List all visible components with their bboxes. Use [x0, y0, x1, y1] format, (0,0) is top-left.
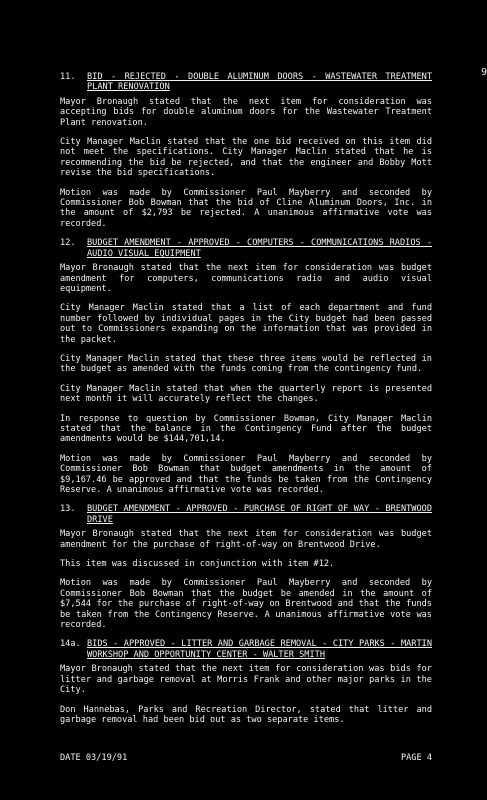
- section-12: [60, 238, 432, 495]
- section-number: 11.: [60, 72, 76, 82]
- section-number: 14a.: [60, 639, 81, 650]
- paragraph: Motion was made by Commissioner Paul Mayberry and seconded by Commissioner Bob Bowman that budget amendments in the amount of $9,167.46 be approved and that the funds be taken from the Contingency Reserve. A unanimous affirmative vote was recorded.: [60, 453, 432, 495]
- section-title: BID - REJECTED - DOUBLE ALUMINUM DOORS - WASTEWATER TREATMENT PLANT RENOVATION: [87, 72, 432, 93]
- minutes-page: [60, 72, 432, 734]
- paragraph: Motion was made by Commissioner Paul Mayberry and seconded by Commissioner Bob Bowman that the budget be amended in the amount of $7,544 for the purchase of right-of-way on Brentwood and that the funds be taken from the Contingency Reserve. A unanimous affirmative vote was recorded.: [60, 578, 432, 631]
- section-heading: [60, 72, 432, 93]
- paragraph: City Manager Maclin stated that when the quarterly report is presented next month it will accurately reflect the changes.: [60, 383, 432, 405]
- section-title: BUDGET AMENDMENT - APPROVED - COMPUTERS - COMMUNICATIONS RADIOS - AUDIO VISUAL EQUIPMENT: [87, 238, 432, 259]
- section-title: BUDGET AMENDMENT - APPROVED - PURCHASE OF RIGHT OF WAY - BRENTWOOD DRIVE: [87, 504, 432, 525]
- footer-page-number: PAGE 4: [400, 753, 432, 763]
- paragraph: Don Hannebas, Parks and Recreation Director, stated that litter and garbage removal had been bid out as two separate items.: [60, 704, 432, 725]
- paragraph: City Manager Maclin stated that these three items would be reflected in the budget as amended with the funds coming from the contingency fund.: [60, 353, 432, 375]
- section-title: BIDS - APPROVED - LITTER AND GARBAGE REMOVAL - CITY PARKS - MARTIN WORKSHOP AND OPPORTUNITY CENTER - WALTER SMITH: [87, 639, 432, 660]
- paragraph: Mayor Bronaugh stated that the next item for consideration was budget amendment for the purchase of right-of-way on Brentwood Drive.: [60, 529, 432, 550]
- paragraph: Mayor Bronaugh stated that the next item for consideration was accepting bids for double aluminum doors for the Wastewater Treatment Plant renovation.: [60, 96, 432, 128]
- paragraph: City Manager Maclin stated that the one bid received on this item did not meet the specifications. City Manager Maclin stated that he is recommending the bid be rejected, and that the engineer and Bobby Mott revise the bid specifications.: [60, 137, 432, 179]
- section-14a: [60, 639, 432, 725]
- section-number: 13.: [60, 504, 76, 515]
- section-heading: [60, 504, 432, 525]
- paragraph: Motion was made by Commissioner Paul Mayberry and seconded by Commissioner Bob Bowman that the bid of Cline Aluminum Doors, Inc. in the amount of $2,793 be rejected. A unanimous affirmative vote was recorded.: [60, 187, 432, 229]
- paragraph: This item was discussed in conjunction with item #12.: [60, 559, 335, 570]
- section-heading: [60, 238, 432, 259]
- footer-date: DATE 03/19/91: [60, 753, 128, 763]
- paragraph: City Manager Maclin stated that a list of each department and fund number followed by individual pages in the City budget had been passed out to Commissioners expanding on the information that was provided in the packet.: [60, 303, 432, 345]
- section-11: [60, 72, 432, 229]
- paragraph: In response to question by Commissioner Bowman, City Manager Maclin stated that the balance in the Contingency Fund after the budget amendments would be $144,701,14.: [60, 413, 432, 445]
- page-edge-mark: 9: [480, 67, 487, 78]
- section-number: 12.: [60, 238, 76, 249]
- section-13: [60, 504, 432, 630]
- section-heading: [60, 639, 432, 660]
- paragraph: Mayor Bronaugh stated that the next item for consideration was bids for litter and garbage removal at Morris Frank and other major parks in the City.: [60, 664, 432, 696]
- paragraph: Mayor Bronaugh stated that the next item for consideration was budget amendment for computers, communications radio and audio visual equipment.: [60, 263, 432, 294]
- page-footer: [60, 753, 432, 763]
